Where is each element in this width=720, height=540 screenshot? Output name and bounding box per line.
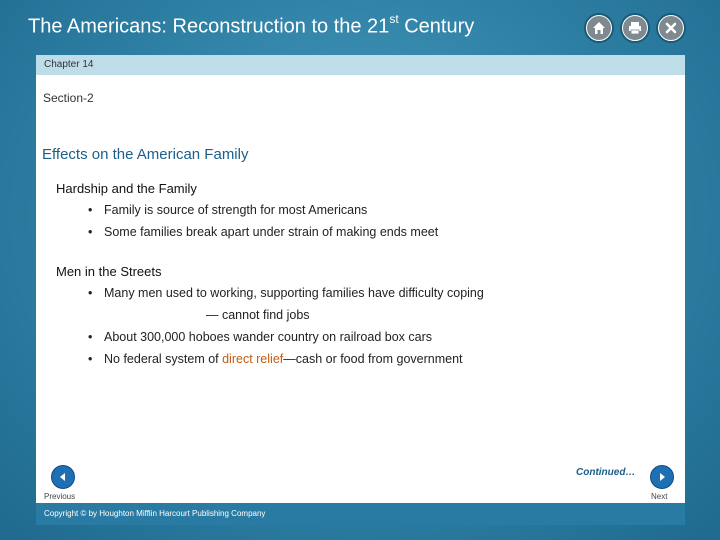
print-icon xyxy=(623,16,647,40)
nav-toolbar xyxy=(584,13,686,43)
section-label: Section-2 xyxy=(43,91,94,105)
home-button[interactable] xyxy=(584,13,614,43)
copyright-text: Copyright © by Houghton Mifflin Harcourt Publishing Company xyxy=(44,509,266,518)
arrow-left-icon xyxy=(57,471,69,483)
slide-content xyxy=(36,55,685,503)
list-item: • No federal system of direct relief—cash or food from government xyxy=(88,352,463,366)
slide-heading: Effects on the American Family xyxy=(42,146,249,163)
home-icon xyxy=(587,16,611,40)
bullet-icon: • xyxy=(88,352,93,366)
bullet-icon: • xyxy=(88,225,93,239)
continued-label: Continued… xyxy=(576,467,636,478)
bullet-icon: • xyxy=(88,203,93,217)
bullet-icon: • xyxy=(88,330,93,344)
bullet-icon: • xyxy=(88,286,93,300)
chapter-label: Chapter 14 xyxy=(44,59,94,70)
chapter-bar xyxy=(36,55,685,75)
subheading-men-streets: Men in the Streets xyxy=(56,264,162,279)
list-item-continuation: — cannot find jobs xyxy=(206,308,310,322)
previous-button[interactable] xyxy=(51,465,75,489)
footer-bar xyxy=(36,503,685,525)
close-icon xyxy=(659,16,683,40)
list-item: • About 300,000 hoboes wander country on railroad box cars xyxy=(88,330,432,344)
list-item: • Family is source of strength for most Americans xyxy=(88,203,368,217)
close-button[interactable] xyxy=(656,13,686,43)
next-label[interactable]: Next xyxy=(651,492,668,501)
list-item: • Many men used to working, supporting families have difficulty coping xyxy=(88,286,484,300)
subheading-hardship: Hardship and the Family xyxy=(56,181,197,196)
list-item: • Some families break apart under strain of making ends meet xyxy=(88,225,439,239)
next-button[interactable] xyxy=(650,465,674,489)
page-title: The Americans: Reconstruction to the 21st Century xyxy=(28,12,475,38)
arrow-right-icon xyxy=(656,471,668,483)
previous-label[interactable]: Previous xyxy=(44,492,76,501)
term-direct-relief: direct relief xyxy=(222,352,284,366)
print-button[interactable] xyxy=(620,13,650,43)
